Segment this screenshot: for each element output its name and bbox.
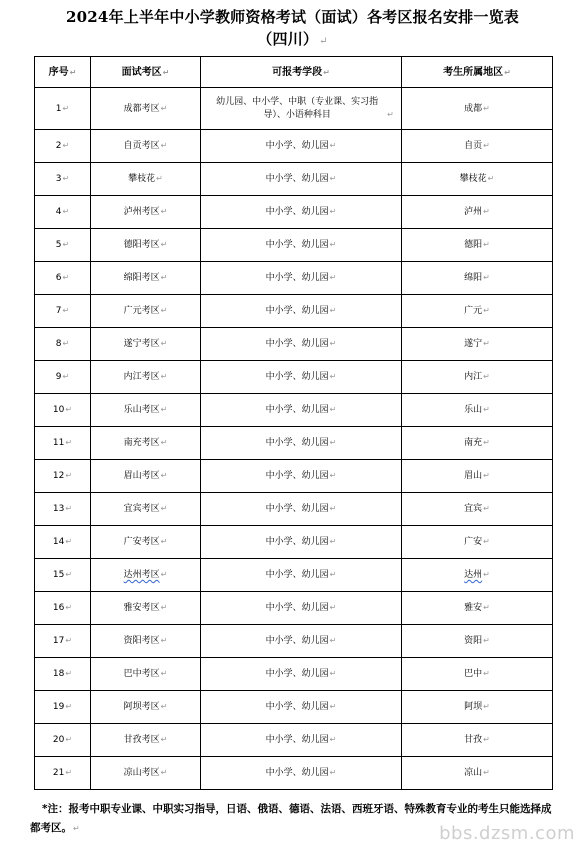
cell-stage: 中小学、幼儿园↵	[201, 361, 402, 394]
cell-area: 成都考区↵	[91, 88, 201, 130]
cell-area: 遂宁考区↵	[91, 328, 201, 361]
paragraph-mark-icon: ↵	[160, 438, 168, 447]
cell-stage: 中小学、幼儿园↵	[201, 163, 402, 196]
cell-stage: 中小学、幼儿园↵	[201, 196, 402, 229]
cell-area: 雅安考区↵	[91, 592, 201, 625]
paragraph-mark-icon: ↵	[160, 306, 168, 315]
paragraph-mark-icon: ↵	[483, 372, 490, 381]
paragraph-mark-icon: ↵	[65, 405, 73, 414]
paragraph-mark-icon: ↵	[483, 636, 490, 645]
table-row	[35, 724, 553, 757]
paragraph-mark-icon: ↵	[329, 273, 337, 282]
paragraph-mark-icon: ↵	[160, 570, 168, 579]
cell-region: 凉山↵	[402, 757, 553, 790]
paragraph-mark-icon: ↵	[483, 570, 490, 579]
table-row	[35, 88, 553, 130]
watermark: bbs.dzsm.com	[439, 823, 575, 844]
footnote: *注：报考中职专业课、中职实习指导，日语、俄语、德语、法语、西班牙语、特殊教育专业的考生只能选择成都考区。↵	[30, 803, 552, 834]
paragraph-mark-icon: ↵	[483, 103, 490, 113]
cell-area: 德阳考区↵	[91, 229, 201, 262]
paragraph-mark-icon: ↵	[487, 174, 495, 183]
cell-region: 德阳↵	[402, 229, 553, 262]
cell-no: 20↵	[35, 724, 91, 757]
paragraph-mark-icon: ↵	[65, 603, 73, 612]
cell-no: 13↵	[35, 493, 91, 526]
paragraph-mark-icon: ↵	[160, 471, 168, 480]
paragraph-mark-icon: ↵	[329, 306, 337, 315]
cell-area: 乐山考区↵	[91, 394, 201, 427]
paragraph-mark-icon: ↵	[65, 702, 73, 711]
paragraph-mark-icon: ↵	[483, 339, 490, 348]
cell-area: 绵阳考区↵	[91, 262, 201, 295]
paragraph-mark-icon: ↵	[483, 504, 490, 513]
cell-no: 11↵	[35, 427, 91, 460]
cell-area: 阿坝考区↵	[91, 691, 201, 724]
paragraph-mark-icon: ↵	[65, 768, 73, 777]
paragraph-mark-icon: ↵	[65, 570, 73, 579]
paragraph-mark-icon: ↵	[62, 240, 70, 249]
table-row	[35, 361, 553, 394]
title-line-2: （四川）	[257, 30, 319, 48]
paragraph-mark-icon: ↵	[329, 636, 337, 645]
cell-region: 达州↵	[402, 559, 553, 592]
cell-stage: 中小学、幼儿园↵	[201, 691, 402, 724]
paragraph-mark-icon: ↵	[483, 207, 490, 216]
paragraph-mark-icon: ↵	[162, 67, 170, 77]
cell-area: 甘孜考区↵	[91, 724, 201, 757]
cell-area: 内江考区↵	[91, 361, 201, 394]
cell-stage: 中小学、幼儿园↵	[201, 295, 402, 328]
paragraph-mark-icon: ↵	[483, 603, 490, 612]
table-row	[35, 130, 553, 163]
table-header-row	[35, 57, 553, 88]
cell-area: 达州考区↵	[91, 559, 201, 592]
paragraph-mark-icon: ↵	[62, 103, 70, 113]
paragraph-mark-icon: ↵	[160, 537, 168, 546]
header-no: 序号↵	[35, 57, 91, 88]
cell-region: 资阳↵	[402, 625, 553, 658]
cell-region: 攀枝花↵	[402, 163, 553, 196]
cell-no: 7↵	[35, 295, 91, 328]
cell-region: 阿坝↵	[402, 691, 553, 724]
table-body	[35, 88, 553, 790]
cell-no: 10↵	[35, 394, 91, 427]
paragraph-mark-icon: ↵	[504, 67, 511, 77]
header-area: 面试考区↵	[91, 57, 201, 88]
paragraph-mark-icon: ↵	[62, 174, 70, 183]
paragraph-mark-icon: ↵	[160, 339, 168, 348]
paragraph-mark-icon: ↵	[329, 405, 337, 414]
paragraph-mark-icon: ↵	[160, 768, 168, 777]
cell-region: 巴中↵	[402, 658, 553, 691]
paragraph-mark-icon: ↵	[65, 669, 73, 678]
paragraph-mark-icon: ↵	[329, 537, 337, 546]
paragraph-mark-icon: ↵	[329, 372, 337, 381]
paragraph-mark-icon: ↵	[65, 471, 73, 480]
paragraph-mark-icon: ↵	[160, 669, 168, 678]
paragraph-mark-icon: ↵	[483, 471, 490, 480]
cell-stage: 中小学、幼儿园↵	[201, 460, 402, 493]
paragraph-mark-icon: ↵	[62, 339, 70, 348]
paragraph-mark-icon: ↵	[160, 141, 168, 150]
paragraph-mark-icon: ↵	[62, 141, 70, 150]
paragraph-mark-icon: ↵	[160, 603, 168, 612]
cell-area: 广元考区↵	[91, 295, 201, 328]
paragraph-mark-icon: ↵	[62, 372, 70, 381]
cell-area: 眉山考区↵	[91, 460, 201, 493]
cell-region: 广元↵	[402, 295, 553, 328]
paragraph-mark-icon: ↵	[65, 735, 73, 744]
paragraph-mark-icon: ↵	[329, 240, 337, 249]
table-row	[35, 592, 553, 625]
paragraph-mark-icon: ↵	[483, 306, 490, 315]
paragraph-mark-icon: ↵	[483, 141, 490, 150]
paragraph-mark-icon: ↵	[156, 174, 163, 183]
table-row	[35, 394, 553, 427]
cell-no: 1↵	[35, 88, 91, 130]
paragraph-mark-icon: ↵	[329, 339, 337, 348]
paragraph-mark-icon: ↵	[329, 141, 337, 150]
paragraph-mark-icon: ↵	[62, 273, 70, 282]
cell-stage: 幼儿园、中小学、中职（专业课、实习指导）、小语种科目 ↵	[201, 88, 402, 130]
cell-area: 南充考区↵	[91, 427, 201, 460]
cell-stage: 中小学、幼儿园↵	[201, 625, 402, 658]
paragraph-mark-icon: ↵	[65, 537, 73, 546]
cell-stage: 中小学、幼儿园↵	[201, 427, 402, 460]
cell-no: 16↵	[35, 592, 91, 625]
cell-region: 雅安↵	[402, 592, 553, 625]
cell-region: 甘孜↵	[402, 724, 553, 757]
cell-region: 广安↵	[402, 526, 553, 559]
table-row	[35, 493, 553, 526]
cell-stage: 中小学、幼儿园↵	[201, 328, 402, 361]
paragraph-mark-icon: ↵	[483, 405, 490, 414]
table-row	[35, 526, 553, 559]
paragraph-mark-icon: ↵	[329, 438, 337, 447]
paragraph-mark-icon: ↵	[160, 240, 168, 249]
header-stage: 可报考学段↵	[201, 57, 402, 88]
paragraph-mark-icon: ↵	[329, 504, 337, 513]
paragraph-mark-icon: ↵	[329, 471, 337, 480]
cell-area: 广安考区↵	[91, 526, 201, 559]
paragraph-mark-icon: ↵	[62, 306, 70, 315]
paragraph-mark-icon: ↵	[160, 702, 168, 711]
paragraph-mark-icon: ↵	[160, 273, 168, 282]
table-row	[35, 757, 553, 790]
paragraph-mark-icon: ↵	[62, 207, 70, 216]
cell-stage: 中小学、幼儿园↵	[201, 658, 402, 691]
paragraph-mark-icon: ↵	[329, 735, 337, 744]
header-region: 考生所属地区↵	[402, 57, 553, 88]
cell-region: 内江↵	[402, 361, 553, 394]
cell-no: 17↵	[35, 625, 91, 658]
cell-stage: 中小学、幼儿园↵	[201, 394, 402, 427]
paragraph-mark-icon: ↵	[483, 768, 490, 777]
cell-region: 绵阳↵	[402, 262, 553, 295]
cell-stage: 中小学、幼儿园↵	[201, 229, 402, 262]
paragraph-mark-icon: ↵	[387, 109, 394, 119]
table-row	[35, 229, 553, 262]
paragraph-mark-icon: ↵	[65, 504, 73, 513]
paragraph-mark-icon: ↵	[329, 669, 337, 678]
paragraph-mark-icon: ↵	[319, 36, 328, 47]
cell-area: 自贡考区↵	[91, 130, 201, 163]
table-row	[35, 262, 553, 295]
cell-no: 19↵	[35, 691, 91, 724]
cell-no: 6↵	[35, 262, 91, 295]
title-line-1: 2024年上半年中小学教师资格考试（面试）各考区报名安排一览表	[66, 8, 519, 26]
table-row	[35, 295, 553, 328]
exam-area-table	[34, 56, 553, 790]
cell-stage: 中小学、幼儿园↵	[201, 526, 402, 559]
cell-region: 眉山↵	[402, 460, 553, 493]
paragraph-mark-icon: ↵	[483, 702, 490, 711]
paragraph-mark-icon: ↵	[160, 405, 168, 414]
paragraph-mark-icon: ↵	[160, 636, 168, 645]
paragraph-mark-icon: ↵	[329, 768, 337, 777]
paragraph-mark-icon: ↵	[329, 207, 337, 216]
cell-region: 南充↵	[402, 427, 553, 460]
paragraph-mark-icon: ↵	[483, 240, 490, 249]
paragraph-mark-icon: ↵	[160, 372, 168, 381]
paragraph-mark-icon: ↵	[483, 537, 490, 546]
cell-region: 泸州↵	[402, 196, 553, 229]
cell-area: 攀枝花↵	[91, 163, 201, 196]
table-row	[35, 163, 553, 196]
cell-no: 14↵	[35, 526, 91, 559]
paragraph-mark-icon: ↵	[65, 438, 73, 447]
cell-no: 18↵	[35, 658, 91, 691]
paragraph-mark-icon: ↵	[483, 273, 490, 282]
cell-stage: 中小学、幼儿园↵	[201, 262, 402, 295]
cell-no: 5↵	[35, 229, 91, 262]
cell-no: 8↵	[35, 328, 91, 361]
table-row	[35, 559, 553, 592]
cell-no: 12↵	[35, 460, 91, 493]
cell-region: 宜宾↵	[402, 493, 553, 526]
cell-no: 4↵	[35, 196, 91, 229]
cell-no: 21↵	[35, 757, 91, 790]
cell-area: 宜宾考区↵	[91, 493, 201, 526]
paragraph-mark-icon: ↵	[160, 207, 168, 216]
table-row	[35, 625, 553, 658]
paragraph-mark-icon: ↵	[73, 824, 80, 833]
paragraph-mark-icon: ↵	[160, 103, 168, 113]
cell-region: 成都↵	[402, 88, 553, 130]
paragraph-mark-icon: ↵	[329, 570, 337, 579]
paragraph-mark-icon: ↵	[329, 174, 337, 183]
table-row	[35, 427, 553, 460]
paragraph-mark-icon: ↵	[160, 504, 168, 513]
cell-no: 3↵	[35, 163, 91, 196]
cell-stage: 中小学、幼儿园↵	[201, 757, 402, 790]
table-row	[35, 691, 553, 724]
cell-region: 遂宁↵	[402, 328, 553, 361]
cell-no: 9↵	[35, 361, 91, 394]
cell-region: 乐山↵	[402, 394, 553, 427]
cell-stage: 中小学、幼儿园↵	[201, 559, 402, 592]
cell-stage: 中小学、幼儿园↵	[201, 130, 402, 163]
page-title	[0, 6, 585, 53]
cell-no: 2↵	[35, 130, 91, 163]
cell-area: 资阳考区↵	[91, 625, 201, 658]
cell-stage: 中小学、幼儿园↵	[201, 724, 402, 757]
paragraph-mark-icon: ↵	[483, 669, 490, 678]
cell-area: 凉山考区↵	[91, 757, 201, 790]
paragraph-mark-icon: ↵	[65, 636, 73, 645]
table-row	[35, 658, 553, 691]
cell-area: 泸州考区↵	[91, 196, 201, 229]
paragraph-mark-icon: ↵	[323, 67, 330, 77]
paragraph-mark-icon: ↵	[483, 438, 490, 447]
paragraph-mark-icon: ↵	[329, 603, 337, 612]
table-row	[35, 196, 553, 229]
paragraph-mark-icon: ↵	[160, 735, 168, 744]
cell-region: 自贡↵	[402, 130, 553, 163]
cell-stage: 中小学、幼儿园↵	[201, 493, 402, 526]
paragraph-mark-icon: ↵	[483, 735, 490, 744]
paragraph-mark-icon: ↵	[69, 67, 77, 77]
table-row	[35, 460, 553, 493]
cell-area: 巴中考区↵	[91, 658, 201, 691]
cell-no: 15↵	[35, 559, 91, 592]
paragraph-mark-icon: ↵	[329, 702, 337, 711]
table-row	[35, 328, 553, 361]
cell-stage: 中小学、幼儿园↵	[201, 592, 402, 625]
